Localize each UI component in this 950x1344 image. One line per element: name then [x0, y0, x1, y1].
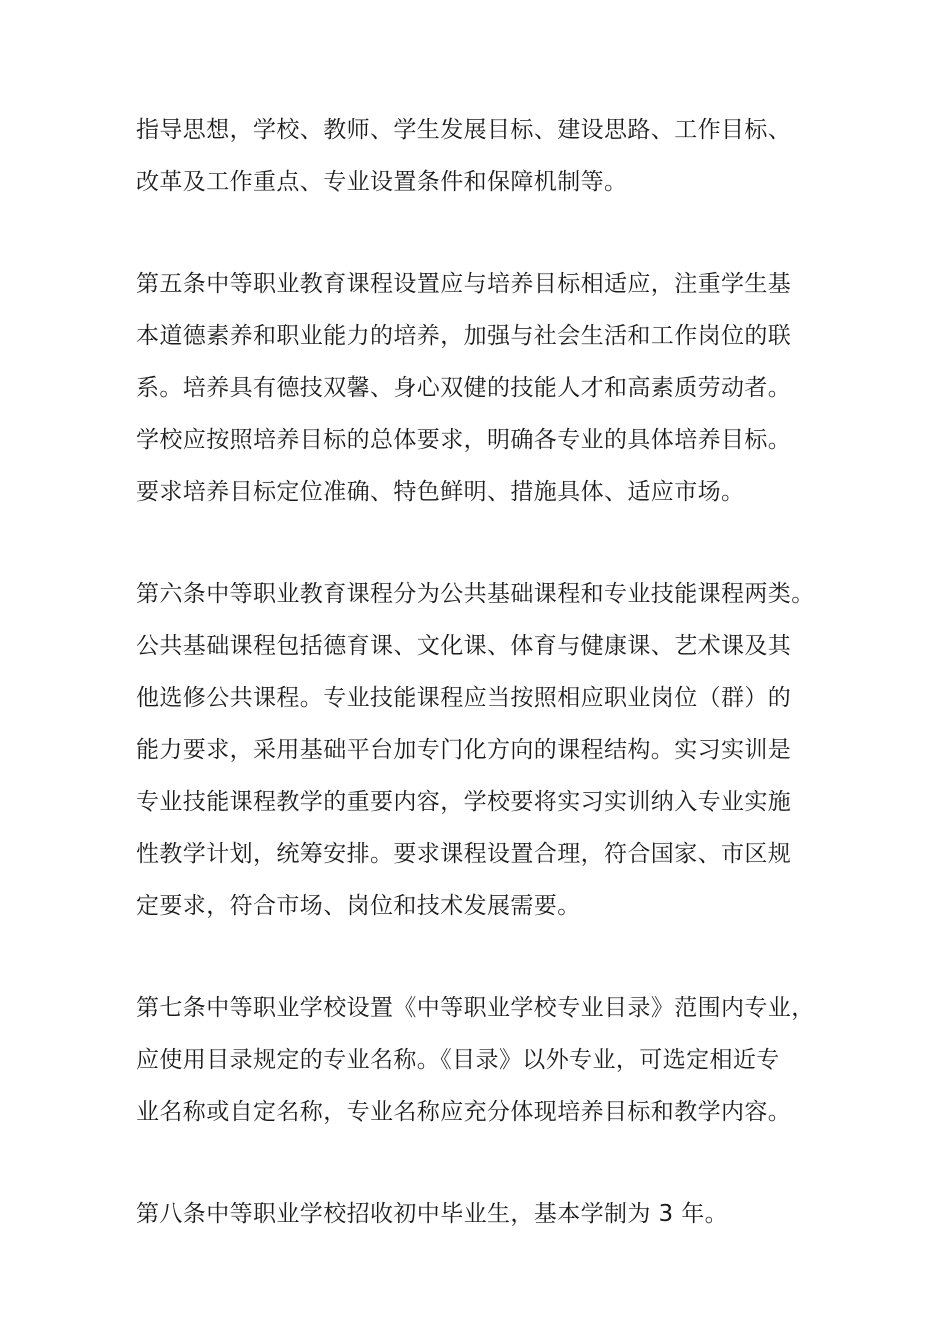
text-line: 能力要求，采用基础平台加专门化方向的课程结构。实习实训是 [136, 737, 792, 763]
text-line: 第七条中等职业学校设置《中等职业学校专业目录》范围内专业， [136, 995, 815, 1021]
text-line: 业名称或自定名称，专业名称应充分体现培养目标和教学内容。 [136, 1099, 792, 1125]
text-line: 应使用目录规定的专业名称。《目录》以外专业，可选定相近专 [136, 1047, 780, 1073]
paragraph-article-7 [136, 982, 846, 1138]
paragraph-article-5 [136, 258, 846, 518]
document-body [136, 104, 846, 1290]
paragraph-article-6 [136, 568, 846, 932]
text-line: 学校应按照培养目标的总体要求，明确各专业的具体培养目标。 [136, 427, 792, 453]
text-line: 本道德素养和职业能力的培养，加强与社会生活和工作岗位的联 [136, 323, 792, 349]
text-line: 指导思想，学校、教师、学生发展目标、建设思路、工作目标、 [136, 117, 792, 143]
text-line: 系。培养具有德技双馨、身心双健的技能人才和高素质劳动者。 [136, 375, 792, 401]
text-line: 第五条中等职业教育课程设置应与培养目标相适应，注重学生基 [136, 271, 792, 297]
text-line: 性教学计划，统筹安排。要求课程设置合理，符合国家、市区规 [136, 841, 792, 867]
text-line: 改革及工作重点、专业设置条件和保障机制等。 [136, 169, 628, 195]
paragraph-article-8 [136, 1188, 846, 1240]
text-line: 定要求，符合市场、岗位和技术发展需要。 [136, 893, 581, 919]
text-line: 要求培养目标定位准确、特色鲜明、措施具体、适应市场。 [136, 479, 745, 505]
text-line: 第六条中等职业教育课程分为公共基础课程和专业技能课程两类。 [136, 581, 815, 607]
text-line: 第八条中等职业学校招收初中毕业生，基本学制为 3 年。 [136, 1201, 729, 1227]
text-line: 公共基础课程包括德育课、文化课、体育与健康课、艺术课及其 [136, 633, 792, 659]
text-line: 他选修公共课程。专业技能课程应当按照相应职业岗位（群）的 [136, 685, 792, 711]
paragraph-guiding-ideas [136, 104, 846, 208]
text-line: 专业技能课程教学的重要内容，学校要将实习实训纳入专业实施 [136, 789, 792, 815]
